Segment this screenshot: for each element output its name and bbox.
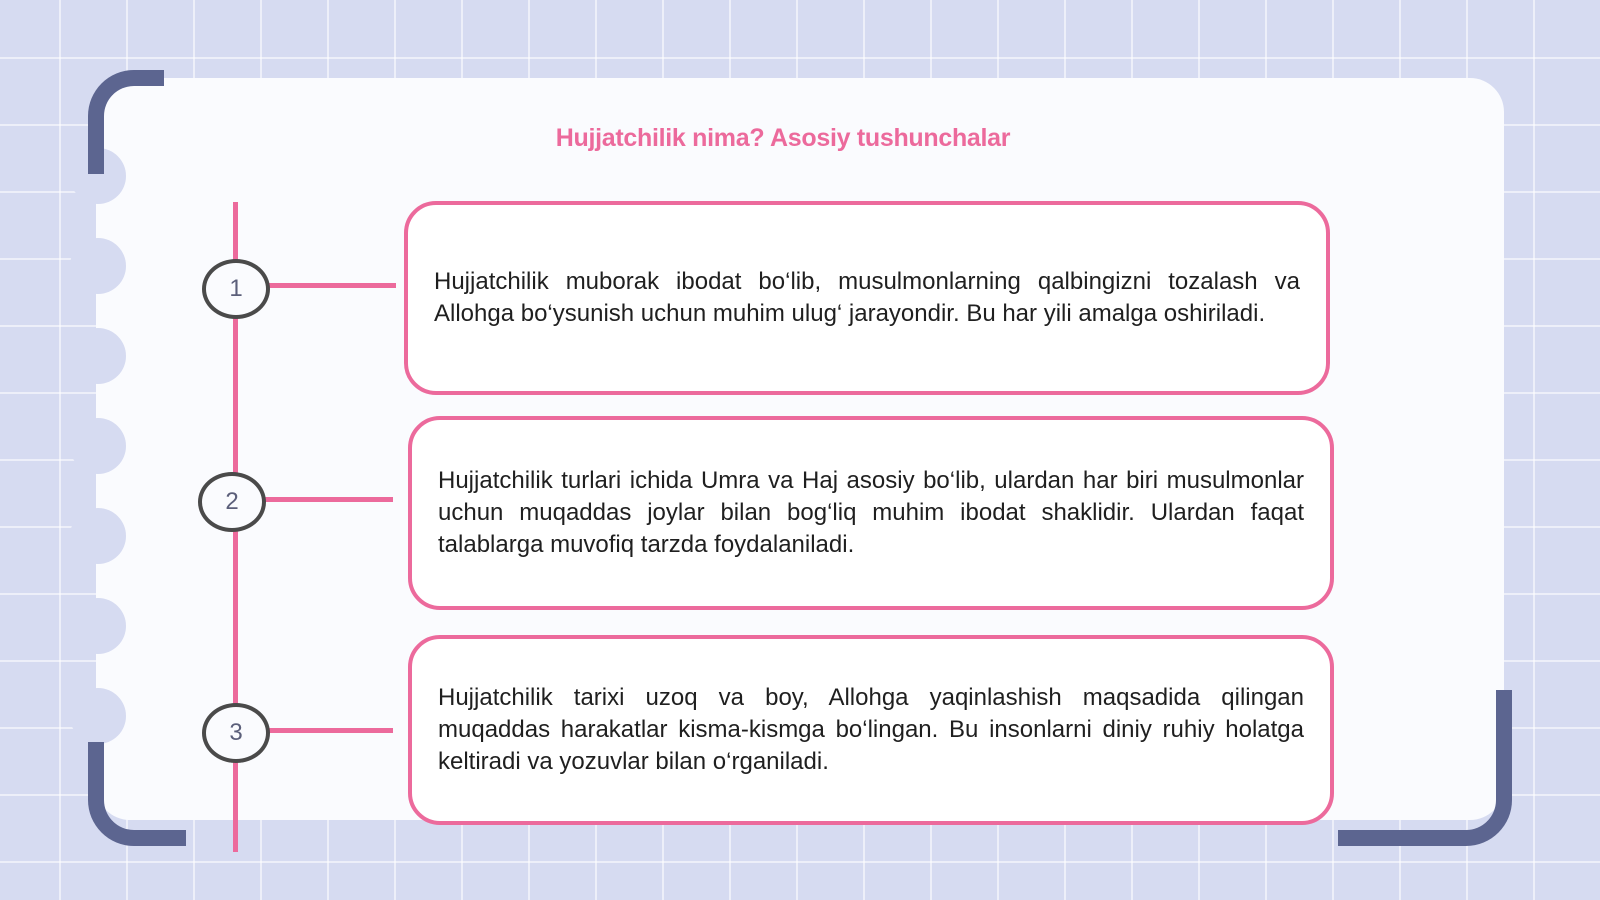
timeline-node-1	[202, 259, 270, 319]
paper-scallop	[70, 688, 126, 744]
timeline-node-2	[198, 472, 266, 532]
timeline-connector-1	[266, 283, 396, 288]
frame-corner-bottom-right	[1338, 690, 1512, 846]
info-card-3	[408, 635, 1334, 825]
paper-scallop	[70, 418, 126, 474]
paper-scallop	[70, 328, 126, 384]
timeline-node-3	[202, 703, 270, 763]
timeline-node-number: 3	[229, 719, 243, 746]
info-card-text: Hujjatchilik tarixi uzoq va boy, Allohga yaqinlashish maqsadida qilingan muqaddas harakatlar kisma-kismga bo‘lingan. Bu insonlarni diniy ruhiy holatga keltiradi va yozuvlar bilan o‘rganiladi.	[438, 684, 1304, 775]
paper-scallop	[70, 598, 126, 654]
info-card-2	[408, 416, 1334, 610]
info-card-text: Hujjatchilik turlari ichida Umra va Haj asosiy bo‘lib, ulardan har biri musulmonlar uchun muqaddas joylar bilan bog‘liq muhim ibodat shaklidir. Ulardan faqat talablarga muvofiq tarzda foydalaniladi.	[438, 467, 1304, 558]
info-card-text: Hujjatchilik muborak ibodat bo‘lib, musulmonlarning qalbingizni tozalash va Allohga bo‘ysunish uchun muhim ulug‘ jarayondir. Bu har yili amalga oshiriladi.	[434, 268, 1300, 327]
timeline-node-number: 1	[229, 275, 243, 302]
timeline-connector-2	[263, 497, 393, 502]
page-title	[0, 124, 1583, 153]
info-card-1	[404, 201, 1330, 395]
frame-corner-top-left	[88, 70, 164, 174]
frame-corner-bottom-left	[88, 742, 186, 846]
timeline-node-number: 2	[225, 488, 239, 515]
page-title-text: Hujjatchilik nima? Asosiy tushunchalar	[555, 124, 1011, 152]
paper-scallop	[70, 238, 126, 294]
paper-scallop	[70, 508, 126, 564]
timeline-connector-3	[266, 728, 393, 733]
